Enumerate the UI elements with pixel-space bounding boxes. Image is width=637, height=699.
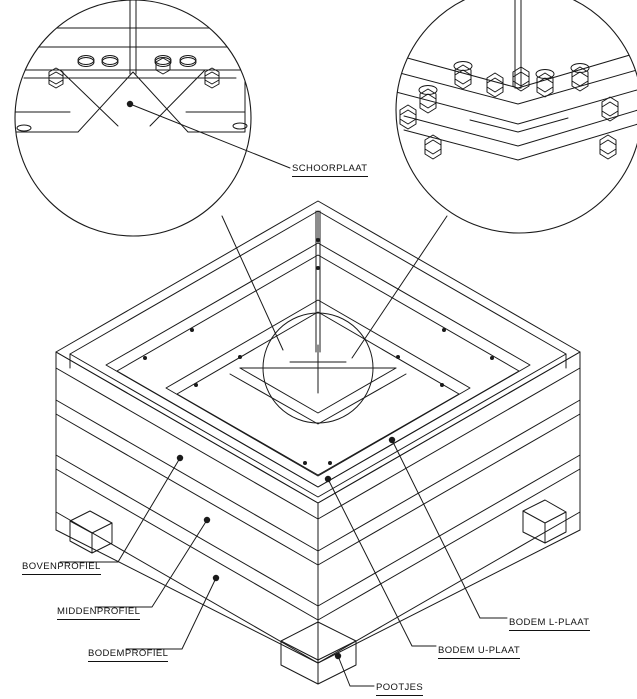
callout-label-bodem-u-plaat: BODEM U-PLAAT: [438, 645, 520, 659]
callout-label-bovenprofiel: BOVENPROFIEL: [22, 561, 101, 575]
detail-circle-top-left: [0, 0, 260, 236]
callout-label-pootjes: POOTJES: [376, 682, 423, 696]
bolt-cluster: [400, 65, 618, 159]
callout-label-schoorplaat: SCHOORPLAAT: [292, 163, 368, 177]
band-midden-left: [56, 455, 318, 606]
bolt-heads-upper: [78, 56, 196, 67]
callout-label-bodemprofiel: BODEMPROFIEL: [88, 648, 168, 662]
leader-detail-right: [352, 216, 447, 358]
band-bodem-left: [56, 512, 318, 663]
band-midden-right: [318, 455, 580, 606]
band-bodem-right: [318, 512, 580, 663]
callout-leaders: [60, 104, 507, 686]
band-boven-left: [56, 400, 318, 551]
callout-label-bodem-l-plaat: BODEM L-PLAAT: [509, 617, 590, 631]
detail-circle-top-right: [396, 0, 637, 233]
band-boven-right: [318, 400, 580, 551]
callout-label-middenprofiel: MIDDENPROFIEL: [57, 606, 140, 620]
